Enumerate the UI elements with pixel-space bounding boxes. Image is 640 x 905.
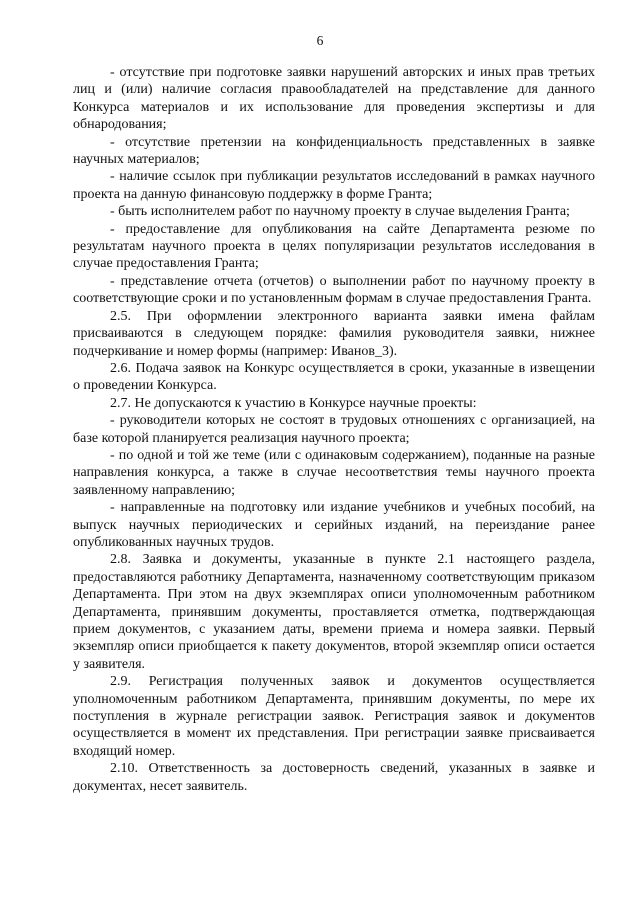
paragraph-item-same-topic: - по одной и той же теме (или с одинаковым содержанием), поданные на разные направления конкурса, а также в случае несоответствия темы научного проекта заявленному направлению; xyxy=(73,447,595,498)
paragraph-2-9: 2.9. Регистрация полученных заявок и документов осуществляется уполномоченным работником Департамента, принявшим документы, по мере их поступления в журнале регистрации заявок. Регистрация заявок и документов осуществляется в момент их представления. При регистрации заявке присваивается входящий номер. xyxy=(73,674,595,759)
paragraph-2-5: 2.5. При оформлении электронного варианта заявки имена файлам присваиваются в следующем порядке: фамилия руководителя заявки, нижнее подчеркивание и номер формы (например: Иванов_3). xyxy=(73,308,595,359)
page-number: 6 xyxy=(316,33,324,48)
paragraph-item-report: - представление отчета (отчетов) о выполнении работ по научному проекту в соответствующие сроки и по установленным формам в случае предоставления Гранта. xyxy=(73,273,595,307)
paragraph-item-resume: - предоставление для опубликования на сайте Департамента резюме по результатам научного проекта в целях популяризации результатов исследования в случае предоставления Гранта; xyxy=(73,221,595,272)
paragraph-item-confidentiality: - отсутствие претензии на конфиденциальность представленных в заявке научных материалов; xyxy=(73,134,595,168)
paragraph-item-textbooks: - направленные на подготовку или издание учебников и учебных пособий, на выпуск научных периодических и серийных изданий, на переиздание ранее опубликованных научных трудов. xyxy=(73,500,595,550)
paragraph-2-8: 2.8. Заявка и документы, указанные в пункте 2.1 настоящего раздела, предоставляются работнику Департамента, назначенному соответствующим приказом Департамента. При этом на двух экземплярах описи уполномоченным работником Департамента, принявшим документы, проставляется отметка, подтверждающая прием документов, с указанием даты, времени приема и номера заявки. Первый экземпляр описи приобщается к пакету документов, второй экземпляр описи остается у заявителя. xyxy=(73,552,595,672)
paragraph-item-executor: - быть исполнителем работ по научному проекту в случае выделения Гранта; xyxy=(110,204,570,220)
paragraph-2-6: 2.6. Подача заявок на Конкурс осуществляется в сроки, указанные в извещении о проведении Конкурса. xyxy=(73,360,595,394)
paragraph-item-consent: - отсутствие при подготовке заявки нарушений авторских и иных прав третьих лиц и (или) наличие согласия правообладателей на представление для данного Конкурса материалов и их использование для проведения экспертизы и для обнародования; xyxy=(73,65,595,133)
document-body xyxy=(73,64,595,795)
paragraph-item-references: - наличие ссылок при публикации результатов исследований в рамках научного проекта на данную финансовую поддержку в форме Гранта; xyxy=(73,169,595,202)
paragraph-item-no-employment: - руководители которых не состоят в трудовых отношениях с организацией, на базе которой планируется реализация научного проекта; xyxy=(73,413,595,446)
paragraph-2-7: 2.7. Не допускаются к участию в Конкурсе научные проекты: xyxy=(110,395,477,411)
paragraph-2-10: 2.10. Ответственность за достоверность сведений, указанных в заявке и документах, несет заявитель. xyxy=(73,761,595,794)
